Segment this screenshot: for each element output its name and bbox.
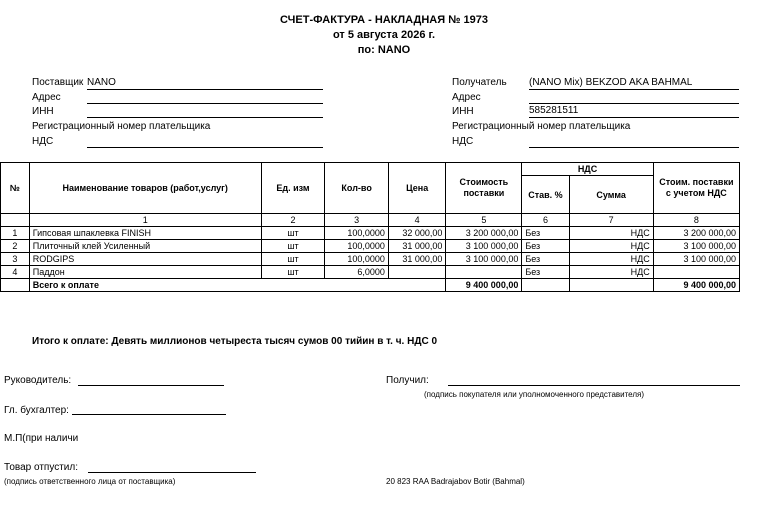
table-row bbox=[1, 240, 740, 253]
table-col-numbers bbox=[1, 214, 740, 227]
total-cost: 9 400 000,00 bbox=[446, 279, 522, 292]
row-cost: 3 200 000,00 bbox=[446, 227, 522, 240]
header-no: № bbox=[1, 163, 30, 214]
header-total: Стоим. поставки с учетом НДС bbox=[653, 163, 739, 214]
released-signature-line bbox=[88, 472, 256, 473]
row-vat-rate: Без bbox=[522, 266, 569, 279]
col-number: 2 bbox=[261, 214, 325, 227]
col-number: 3 bbox=[325, 214, 389, 227]
recipient-address bbox=[529, 91, 739, 104]
received-signature-line bbox=[448, 385, 740, 386]
row-no: 2 bbox=[1, 240, 30, 253]
row-price: 31 000,00 bbox=[388, 253, 445, 266]
header-unit: Ед. изм bbox=[261, 163, 325, 214]
accountant-label: Гл. бухгалтер: bbox=[4, 405, 69, 416]
row-price bbox=[388, 266, 445, 279]
col-number: 4 bbox=[388, 214, 445, 227]
row-vat-rate: Без bbox=[522, 253, 569, 266]
row-qty: 100,0000 bbox=[325, 253, 389, 266]
released-label: Товар отпустил: bbox=[4, 462, 78, 473]
row-cost bbox=[446, 266, 522, 279]
document-title: СЧЕТ-ФАКТУРА - НАКЛАДНАЯ № 1973 bbox=[280, 14, 488, 26]
row-vat-rate: Без bbox=[522, 240, 569, 253]
row-price: 32 000,00 bbox=[388, 227, 445, 240]
row-name: RODGIPS bbox=[29, 253, 261, 266]
row-vat-sum: НДС bbox=[569, 227, 653, 240]
row-unit: шт bbox=[261, 266, 325, 279]
header-vat: НДС bbox=[522, 163, 653, 176]
row-total: 3 100 000,00 bbox=[653, 253, 739, 266]
director-signature-line bbox=[78, 385, 224, 386]
supplier-inn-label: ИНН bbox=[32, 106, 54, 117]
col-number: 5 bbox=[446, 214, 522, 227]
row-price: 31 000,00 bbox=[388, 240, 445, 253]
stamp-label: М.П(при наличи bbox=[4, 433, 79, 444]
header-cost: Стоимость поставки bbox=[446, 163, 522, 214]
released-note: (подпись ответственного лица от поставщика) bbox=[4, 477, 176, 486]
document-date: от 5 августа 2026 г. bbox=[332, 29, 436, 41]
supplier-label: Поставщик bbox=[32, 77, 84, 88]
total-label: Всего к оплате bbox=[29, 279, 446, 292]
table-row bbox=[1, 266, 740, 279]
row-name: Гипсовая шпаклевка FINISH bbox=[29, 227, 261, 240]
director-label: Руководитель: bbox=[4, 375, 72, 386]
row-total: 3 100 000,00 bbox=[653, 240, 739, 253]
table-total-row bbox=[1, 279, 740, 292]
recipient-address-label: Адрес bbox=[452, 92, 481, 103]
row-qty: 100,0000 bbox=[325, 240, 389, 253]
header-vat-sum: Сумма bbox=[569, 176, 653, 214]
header-name: Наименование товаров (работ,услуг) bbox=[29, 163, 261, 214]
table-row bbox=[1, 227, 740, 240]
row-vat-sum: НДС bbox=[569, 266, 653, 279]
recipient-vat bbox=[529, 135, 739, 148]
row-cost: 3 100 000,00 bbox=[446, 240, 522, 253]
row-name: Плиточный клей Усиленный bbox=[29, 240, 261, 253]
row-total bbox=[653, 266, 739, 279]
col-number: 6 bbox=[522, 214, 569, 227]
row-unit: шт bbox=[261, 253, 325, 266]
row-vat-sum: НДС bbox=[569, 253, 653, 266]
row-unit: шт bbox=[261, 227, 325, 240]
recipient-value: (NANO Mix) BEKZOD AKA BAHMAL bbox=[529, 77, 739, 90]
supplier-vat bbox=[87, 135, 323, 148]
recipient-label: Получатель bbox=[452, 77, 507, 88]
payment-summary: Итого к оплате: Девять миллионов четыреста тысяч сумов 00 тийин в т. ч. НДС 0 bbox=[32, 336, 438, 347]
supplier-inn bbox=[87, 105, 323, 118]
col-number: 8 bbox=[653, 214, 739, 227]
received-label: Получил: bbox=[386, 375, 429, 386]
invoice-table bbox=[0, 162, 740, 292]
col-number: 7 bbox=[569, 214, 653, 227]
col-number: 1 bbox=[29, 214, 261, 227]
row-qty: 6,0000 bbox=[325, 266, 389, 279]
document-po: по: NANO bbox=[357, 44, 411, 56]
header-price: Цена bbox=[388, 163, 445, 214]
header-vat-rate: Став. % bbox=[522, 176, 569, 214]
row-qty: 100,0000 bbox=[325, 227, 389, 240]
supplier-vat-label: НДС bbox=[32, 136, 54, 147]
accountant-signature-line bbox=[72, 414, 226, 415]
received-note: (подпись покупателя или уполномоченного представителя) bbox=[424, 390, 645, 399]
recipient-inn-label: ИНН bbox=[452, 106, 474, 117]
row-no: 1 bbox=[1, 227, 30, 240]
supplier-address-label: Адрес bbox=[32, 92, 61, 103]
row-name: Паддон bbox=[29, 266, 261, 279]
table-row bbox=[1, 253, 740, 266]
header-qty: Кол-во bbox=[325, 163, 389, 214]
row-cost: 3 100 000,00 bbox=[446, 253, 522, 266]
row-no: 3 bbox=[1, 253, 30, 266]
recipient-reg-label: Регистрационный номер плательщика bbox=[452, 121, 631, 132]
row-no: 4 bbox=[1, 266, 30, 279]
document-reference: 20 823 RAA Badrajabov Botir (Bahmal) bbox=[386, 477, 525, 486]
supplier-address bbox=[87, 91, 323, 104]
supplier-value: NANO bbox=[87, 77, 323, 90]
recipient-inn: 585281511 bbox=[529, 105, 739, 118]
recipient-vat-label: НДС bbox=[452, 136, 474, 147]
row-vat-sum: НДС bbox=[569, 240, 653, 253]
supplier-reg-label: Регистрационный номер плательщика bbox=[32, 121, 211, 132]
table-header-row bbox=[1, 163, 740, 176]
row-vat-rate: Без bbox=[522, 227, 569, 240]
total-sum: 9 400 000,00 bbox=[653, 279, 739, 292]
row-unit: шт bbox=[261, 240, 325, 253]
row-total: 3 200 000,00 bbox=[653, 227, 739, 240]
